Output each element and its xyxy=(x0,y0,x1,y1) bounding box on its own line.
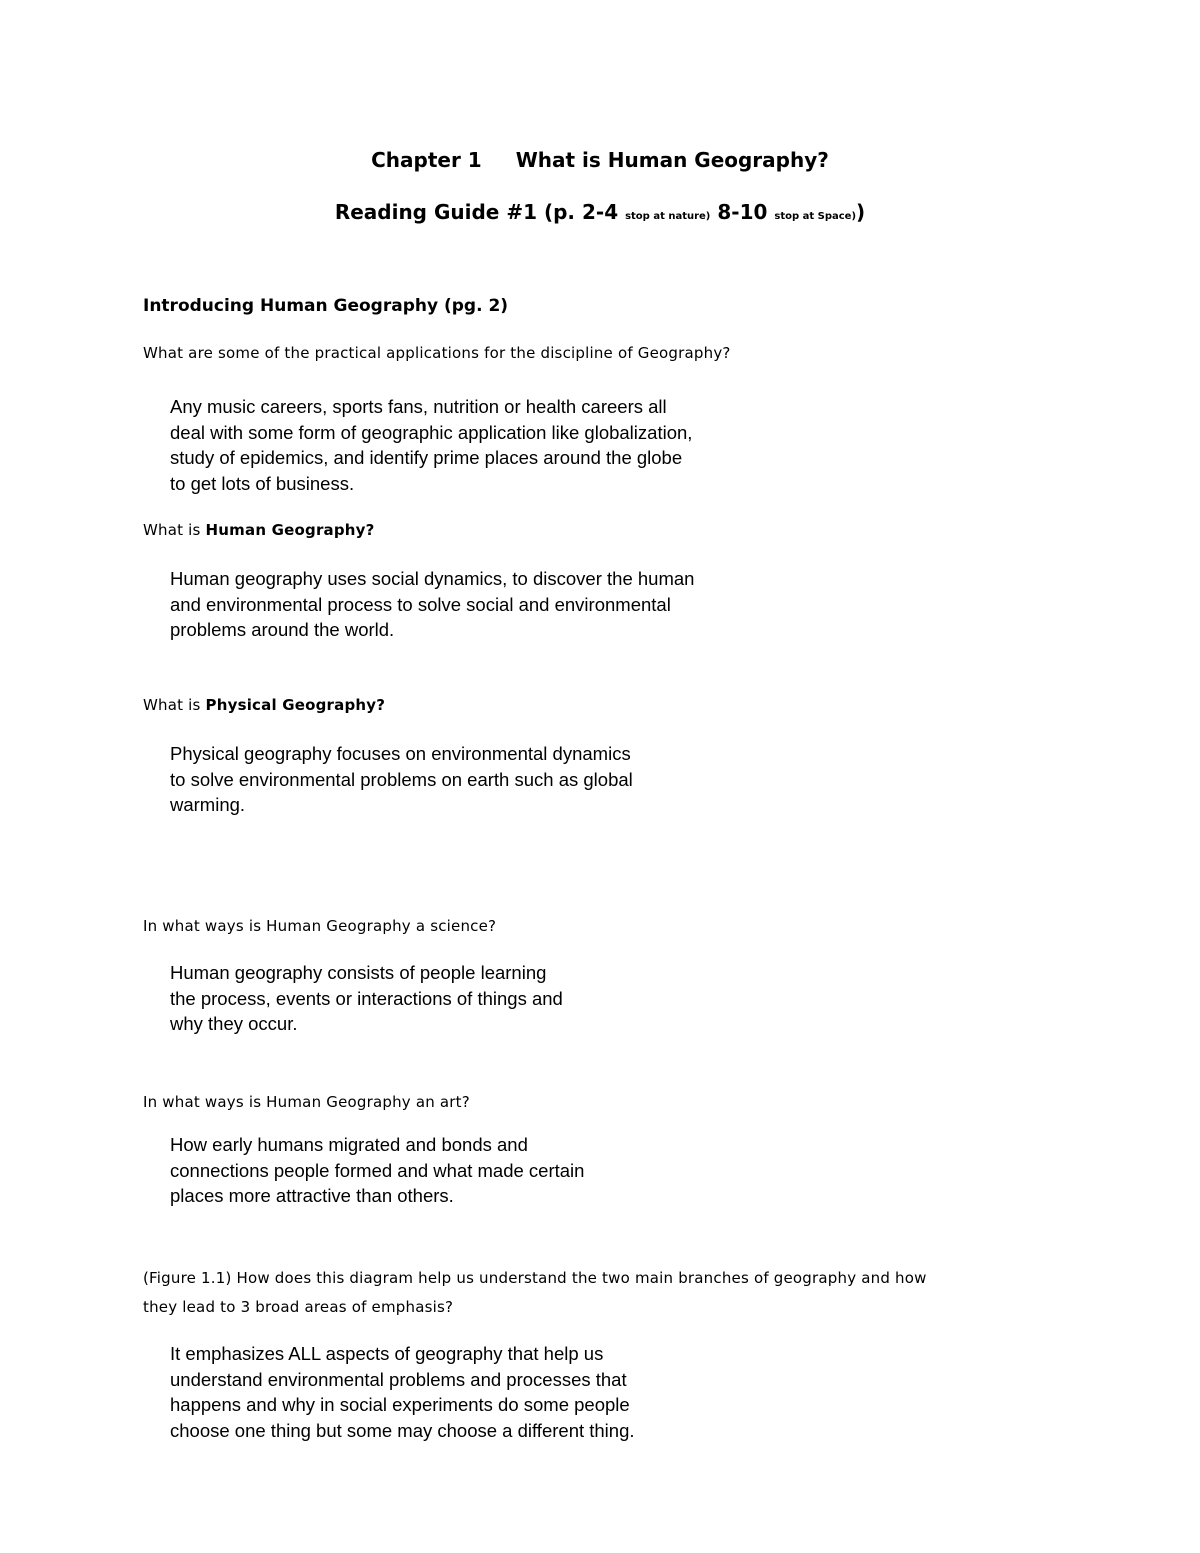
answer-1 xyxy=(170,394,692,496)
answer-line: Any music careers, sports fans, nutrition or health careers all xyxy=(170,396,667,417)
guide-note-1: stop at nature) xyxy=(625,211,711,222)
question-4: In what ways is Human Geography a science? xyxy=(143,917,497,935)
reading-guide-title xyxy=(0,200,1200,224)
question-bold-term: Human Geography? xyxy=(205,521,375,539)
question-line: they lead to 3 broad areas of emphasis? xyxy=(143,1298,454,1316)
question-5: In what ways is Human Geography an art? xyxy=(143,1093,470,1111)
guide-pages-2: 8-10 xyxy=(717,200,768,224)
answer-line: warming. xyxy=(170,794,246,815)
section-heading: Introducing Human Geography (pg. 2) xyxy=(143,296,509,316)
chapter-title: What is Human Geography? xyxy=(515,148,829,172)
answer-line: deal with some form of geographic application like globalization, xyxy=(170,421,693,443)
answer-4 xyxy=(170,960,563,1037)
answer-line: It emphasizes ALL aspects of geography that help us xyxy=(170,1343,604,1364)
answer-line: Human geography uses social dynamics, to discover the human xyxy=(170,568,695,589)
question-2 xyxy=(143,516,375,544)
answer-3 xyxy=(170,741,633,818)
question-prefix: What is xyxy=(143,521,206,539)
guide-label: Reading Guide #1 (p. 2-4 xyxy=(334,200,619,224)
answer-2 xyxy=(170,566,694,643)
answer-line: happens and why in social experiments do some people xyxy=(170,1394,630,1415)
answer-line: places more attractive than others. xyxy=(170,1185,454,1206)
question-3 xyxy=(143,691,385,719)
answer-line: understand environmental problems and processes that xyxy=(170,1368,627,1390)
question-prefix: What is xyxy=(143,696,206,714)
question-line: (Figure 1.1) How does this diagram help us understand the two main branches of geography and how xyxy=(143,1269,927,1287)
chapter-title-line xyxy=(0,148,1200,172)
question-bold-term: Physical Geography? xyxy=(205,696,386,714)
answer-line: Physical geography focuses on environmental dynamics xyxy=(170,743,631,764)
answer-line: and environmental process to solve social and environmental xyxy=(170,593,671,615)
guide-close: ) xyxy=(856,200,866,224)
answer-line: to solve environmental problems on earth such as global xyxy=(170,768,633,790)
answer-line: problems around the world. xyxy=(170,619,395,640)
answer-5 xyxy=(170,1132,584,1209)
answer-line: choose one thing but some may choose a different thing. xyxy=(170,1419,635,1441)
answer-line: How early humans migrated and bonds and xyxy=(170,1134,528,1155)
guide-note-2: stop at Space) xyxy=(774,211,857,222)
answer-line: connections people formed and what made certain xyxy=(170,1159,585,1181)
question-1: What are some of the practical applications for the discipline of Geography? xyxy=(143,344,731,362)
answer-line: the process, events or interactions of things and xyxy=(170,987,563,1009)
question-6 xyxy=(143,1264,1043,1322)
answer-line: Human geography consists of people learning xyxy=(170,962,547,983)
answer-line: to get lots of business. xyxy=(170,472,355,494)
answer-line: study of epidemics, and identify prime places around the globe xyxy=(170,447,683,468)
answer-line: why they occur. xyxy=(170,1013,298,1034)
answer-6 xyxy=(170,1341,635,1443)
chapter-number: Chapter 1 xyxy=(371,148,482,172)
